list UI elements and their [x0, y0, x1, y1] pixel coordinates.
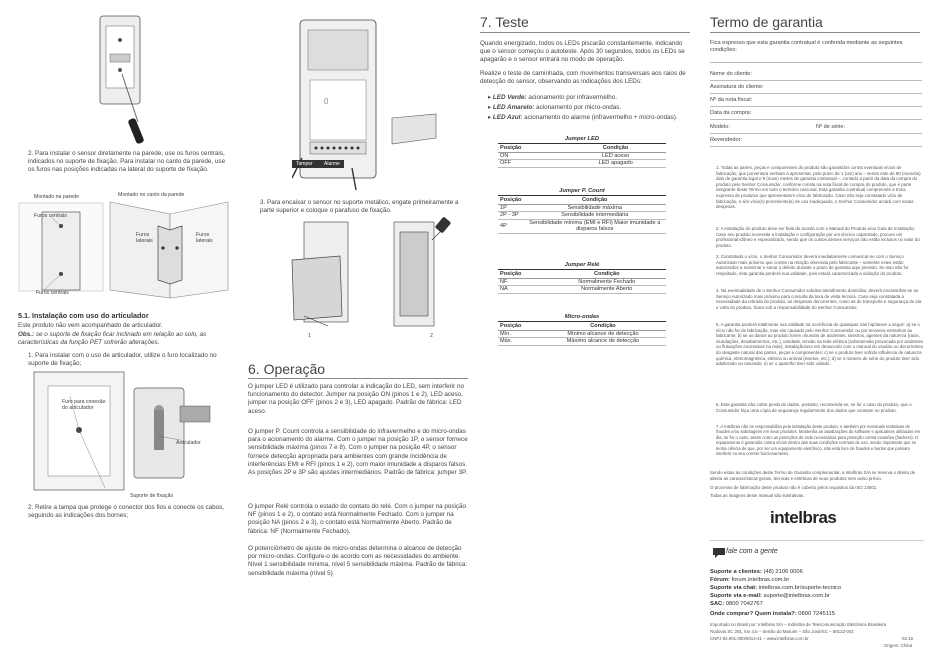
field-invoice-number: Nº da nota fiscal:: [710, 97, 753, 103]
led-blue-label: LED Azul:: [492, 114, 523, 121]
table-cell: OFF: [498, 160, 565, 168]
table-cell: Normalmente Aberto: [548, 286, 667, 294]
table-cell: LED apagado: [565, 160, 666, 168]
operation-title: 6. Operação: [248, 361, 326, 377]
support-label: Suporte via e-mail:: [710, 593, 762, 599]
field-line: [710, 106, 922, 107]
step-2-text: 2. Para instalar o sensor diretamente na parede, use os furos centrais, indicados no suporte de fixação. Para instalar no canto da parede, use os furos nas posições indicadas na lateral do suporte de fixação.: [28, 150, 226, 174]
warranty-term-3: 3. Constatado o vício, o Senhor Consumidor deverá imediatamente comunicar-se com o Serviço Autorizado mais próximo que conste na relação oferecida pelo fabricante – somente estes estão autorizados a examinar e sanar o defeito durante o prazo de garantia aqui previsto. Se isso não for respeitado, esta garantia perderá sua validade, pois estará caracterizada a violação do produto.: [716, 254, 909, 276]
table-caption: Jumper LED: [498, 136, 666, 144]
step-2b-text: 2. Retire a tampa que protege o conector dos fios e conecte os cabos, seguindo as indicações dos bornes;: [28, 504, 225, 520]
intelbras-logo: intelbras: [770, 508, 837, 527]
table-caption: Jumper P. Count: [498, 188, 666, 196]
field-serial-number: Nº de série:: [816, 124, 846, 130]
column-3: [478, 0, 698, 662]
table-cell: 1P: [498, 204, 523, 212]
led-bullet-green: ▸ LED Verde: acionamento por infravermelho.: [488, 94, 617, 101]
field-model: Modelo:: [710, 124, 730, 130]
table-cell: Mínimo alcance de detecção: [540, 330, 666, 338]
warranty-closing-1: Sendo estas as condições deste Termo de Garantia complementar, a Intelbras S/A se reserva o direito de alterar as características gerais, técnicas e estéticas de seus produtos sem aviso prévio.: [710, 470, 916, 481]
table-row: [498, 160, 666, 168]
table-row: [498, 278, 666, 286]
warranty-closing-2: O processo de fabricação deste produto não é coberto pelos requisitos da ISO 14001.: [710, 485, 878, 490]
obs-text: se o suporte de fixação ficar inclinado em relação ao solo, as características da função PET sofrerão alterações.: [18, 331, 207, 347]
field-seller: Revendedor:: [710, 137, 743, 143]
label-articulator: Articulador: [176, 440, 201, 446]
table-cell: Sensibilidade intermediária: [523, 212, 666, 220]
intro-line: [710, 62, 922, 63]
column-4: [706, 0, 932, 662]
table-cell: 4P: [498, 219, 523, 233]
table-cell: NF: [498, 278, 548, 286]
table-cell: Mín.: [498, 330, 540, 338]
column-1: [0, 0, 236, 662]
operation-paragraph-1: O jumper LED é utilizado para controlar a indicação do LED, sem interferir no funcionamento do detector. Jumper na posição ON (pinos 1 e 2), LED aceso, jumper na posição OFF (pinos 2 e 3), LED apagado. Padrão de fábrica: LED aceso.: [248, 383, 464, 415]
support-label: SAC:: [710, 601, 725, 607]
field-line: [710, 133, 922, 134]
support-label: Onde comprar? Quem instala?:: [710, 611, 797, 617]
logo-rule: [710, 540, 924, 541]
label-support: Suporte de fixação: [130, 493, 174, 499]
support-value[interactable]: intelbras.com.br/suporte-tecnico: [758, 585, 842, 591]
operation-paragraph-4: O potenciômetro de ajuste de micro-ondas determina o alcance de detecção por micro-ondas. Configure-o de acordo com as necessidades do ambiente. Nível 1 sensibilidade mínima, nível 5 sensibilidade máxima. Padrão de fábrica: sensibilidade máxima (nível 5).: [248, 545, 468, 577]
led-bullet-yellow: ▸ LED Amarelo: acionamento por micro-ondas.: [488, 104, 622, 111]
table-header-position: Posição: [498, 144, 565, 152]
obs-label: Obs.:: [18, 331, 35, 338]
table-cell: Máximo alcance de detecção: [540, 338, 666, 346]
table-jumper-relay: [498, 262, 666, 294]
label-articulator-hole: Furo para conexão do articulador: [62, 399, 106, 411]
warranty-term-4: 4. Na eventualidade de o Senhor Consumidor solicitar atendimento domiciliar, deverá encaminhar-se ao Serviço Autorizado mais próximo para consulta da taxa de visita técnica. Caso seja constatada a necessidade da retirada do produto, as despesas decorrentes, como as de transporte e segurança de ida e volta do produto, ficam sob a responsabilidade do Senhor Consumidor.: [716, 288, 922, 310]
importer-line-1: Importado no Brasil por: Intelbras S/A – Indústria de Telecomunicação Eletrônica Brasileira: [710, 622, 887, 627]
warranty-term-1: 1. Todas as partes, peças e componentes do produto são garantidos contra eventuais vícios de fabricação, que porventura venham a apresentar, pelo prazo de 1 (um) ano – sendo este de 90 (noventa) dias de garantia legal e 9 (nove) meses de garantia contratual –, contado a partir da data da compra do produto pelo Senhor Consumidor, conforme consta na nota fiscal de compra do produto, que é parte integrante deste Termo em todo o território nacional. Esta garantia contratual compreende a troca expressa de produtos que apresentarem vício de fabricação. Caso não seja constatado vício de fabricação, e sim vício(s) proveniente(s) de uso inadequado, o Senhor Consumidor arcará com essas despesas.: [716, 165, 921, 210]
table-row: [498, 204, 666, 212]
bracket-screwdriver-figure: [92, 14, 162, 154]
table-caption: Jumper Relé: [498, 262, 666, 270]
operation-paragraph-3: O jumper Relé controla o estado do contato do relé. Com o jumper na posição NF (pinos 1 e 2), o contato está Normalmente Fechado. Com o jumper na posição NA (pinos 2 e 3), o contato está Normalmente Aberto. Padrão de fábrica: NF (Normalmente Fechado).: [248, 503, 467, 535]
warranty-title: Termo de garantia: [710, 14, 823, 30]
field-client-signature: Assinatura do cliente:: [710, 84, 764, 90]
support-label: Suporte via chat:: [710, 585, 758, 591]
table-header-position: Posição: [500, 196, 522, 203]
table-header-condition: Condição: [540, 322, 666, 330]
operation-paragraph-2: O jumper P. Count controla a sensibilidade do infravermelho e do micro-ondas para o acionamento do alarme. Com o jumper na posição 1P, o sensor fornece sensibilidade máxima (pinos 7 e 8). Com o jumper na posição 4P, o sensor fornece detecção apropriada para ambientes com grande incidência de interferências EMI e RFI (pinos 1 e 2), com maior imunidade a disparos falsos. As posições 2P e 3P são ajustes intermediários. Padrão de fábrica: jumper 3P.: [248, 428, 468, 477]
test-title-rule: [480, 32, 690, 33]
test-paragraph-2: Realize o teste de caminhada, com movimentos transversais aos raios de detecção do sensor, observando as indicações dos LEDs:: [480, 70, 686, 86]
support-label: Fórum:: [710, 577, 730, 583]
fig-wall-title: Montado na parede: [34, 194, 79, 200]
led-yellow-label: LED Amarelo:: [492, 104, 535, 111]
support-value: 0800 7245115: [798, 611, 835, 617]
warranty-intro: Fica expresso que esta garantia contratual é conferida mediante as seguintes condições:: [710, 40, 903, 53]
table-cell: ON: [498, 152, 565, 160]
table-row: [498, 330, 666, 338]
support-value[interactable]: forum.intelbras.com.br: [731, 577, 790, 583]
figure-number-1: 1: [308, 333, 311, 339]
chat-bubble-icon: [712, 547, 726, 559]
table-header-condition: Condição: [565, 144, 666, 152]
table-cell: Máx.: [498, 338, 540, 346]
field-purchase-date: Data da compra:: [710, 110, 752, 116]
label-lateral-holes-left: Furos laterais: [136, 232, 153, 244]
warranty-term-6: 6. Esta garantia não cobre perda de dados, portanto, recomenda-se, se for o caso do produto, que o Consumidor faça uma cópia de segurança regularmente dos dados que constam no produto.: [716, 402, 912, 413]
table-row: [498, 152, 666, 160]
support-value[interactable]: suporte@intelbras.com.br: [763, 593, 830, 599]
table-cell: NA: [498, 286, 548, 294]
table-jumper-pcount: [498, 188, 666, 234]
led-green-label: LED Verde:: [492, 94, 527, 101]
led-blue-text: acionamento do alarme (infravermelho + micro-ondas).: [524, 114, 678, 121]
table-header-condition: Condição: [548, 270, 667, 278]
slogan: fale com a gente: [726, 548, 778, 555]
importer-line-2: Rodovia SC 281, km 4,5 – Sertão do Maruim – São José/SC – 88122-001: [710, 629, 854, 634]
table-cell: LED aceso: [565, 152, 666, 160]
sensor-digit: 0: [324, 97, 329, 106]
field-line: [710, 146, 922, 147]
support-sac: [710, 601, 763, 608]
column-2: [240, 0, 476, 662]
table-row: [498, 212, 666, 220]
table-cell: Sensibilidade máxima: [523, 204, 666, 212]
test-paragraph-1: Quando energizado, todos os LEDs piscarão constantemente, indicando que o sensor começou o autoteste. Após 30 segundos, todos os LEDs se apagarão e o sensor entrará no modo de operação.: [480, 40, 685, 64]
section-5-1-title: 5.1. Instalação com uso do articulador: [18, 311, 149, 320]
table-cell: Normalmente Fechado: [548, 278, 667, 286]
step-3-text: 3. Para encaixar o sensor no suporte metálico, engate primeiramente a parte superior e coloque o parafuso de fixação.: [260, 199, 459, 215]
field-client-name: Nome do cliente:: [710, 71, 752, 77]
articulator-figure: [30, 368, 222, 498]
corner-mount-figure: [108, 200, 230, 300]
label-central-holes-bottom: Furos centrais: [36, 290, 69, 296]
led-yellow-text: acionamento por micro-ondas.: [536, 104, 622, 111]
sensor-mount-figure: [284, 216, 454, 346]
table-cell: 2P - 3P: [498, 212, 523, 220]
document-code: 02.18: [902, 636, 913, 641]
field-line: [710, 93, 922, 94]
table-microwave: [498, 314, 666, 346]
table-caption: Micro-ondas: [498, 314, 666, 322]
sensor-open-figure: [292, 18, 442, 194]
operation-title-rule: [248, 378, 468, 379]
table-header-position: Posição: [498, 270, 548, 278]
warranty-title-rule: [710, 32, 920, 33]
table-row: [498, 338, 666, 346]
obs-note: [18, 331, 228, 347]
alarm-label: Alarme: [324, 161, 340, 167]
support-clients: [710, 569, 803, 576]
support-chat: [710, 585, 841, 592]
led-green-text: acionamento por infravermelho.: [528, 94, 617, 101]
table-cell: Sensibilidade mínima (EMI e RFI) Maior imunidade a disparos falsos: [523, 219, 666, 233]
table-row: [498, 219, 666, 233]
warranty-closing-3: Todas as imagens deste manual são ilustrativas.: [710, 493, 805, 498]
table-header-position: Posição: [498, 322, 540, 330]
importer-line-3: CNPJ 82.901.000/0014-41 – www.intelbras.com.br: [710, 636, 809, 641]
step-1-text: 1. Para instalar com o uso de articulador, utilize o furo localizado no suporte de fixação;: [28, 352, 217, 368]
warranty-term-7: 7. A Intelbras não se responsabiliza pela instalação deste produto, e também por eventuais tentativas de fraudes e/ou sabotagens em seus produtos. Mantenha as atualizações do software e aplicativos utilizados em dia, se for o caso, assim como as proteções de rede necessárias para proteção contra invasões (hackers). O equipamento é garantido contra vícios dentro das suas condições normais de uso, sendo importante que se tenha ciência de que, por ser um equipamento eletrônico, não está livre de fraudes e burlas que possam interferir no seu correto funcionamento.: [716, 424, 921, 457]
support-email: [710, 593, 830, 600]
table-header-condition: Condição: [523, 196, 666, 204]
origin-text: Origem: China: [884, 643, 913, 648]
led-bullet-blue: ▸ LED Azul: acionamento do alarme (infravermelho + micro-ondas).: [488, 114, 678, 121]
support-forum: [710, 577, 789, 584]
support-value: 0800 7042767: [725, 601, 763, 607]
tamper-label: Tamper: [296, 161, 313, 167]
field-line: [710, 119, 922, 120]
figure-number-2: 2: [430, 333, 433, 339]
warranty-term-2: 2. A instalação do produto deve ser feita de acordo com o Manual do Produto e/ou Guia de Instalação. Caso seu produto necessite a instalação e configuração por um técnico capacitado, procure um profissional idôneo e especializado, sendo que os custos desses serviços não estão inclusos no valor do produto.: [716, 226, 920, 248]
table-jumper-led: [498, 136, 666, 168]
fig-corner-title: Montado no canto da parede: [118, 192, 185, 198]
warranty-term-5: 5. A garantia perderá totalmente sua validade na ocorrência de quaisquer das hipóteses a seguir: a) se o vício não for de fabricação, mas sim causado pelo Senhor Consumidor ou por terceiros estranhos ao fabricante; b) se os danos ao produto forem oriundos de acidentes, sinistros, agentes da natureza (raios, inundações, desabamentos, etc.), umidade, tensão na rede elétrica (sobretensão provocada por acidentes ou flutuações excessivas na rede), instalação/uso em desacordo com o manual do usuário ou decorrentes do desgaste natural das partes, peças e componentes; c) se o produto tiver sofrido influência de natureza química, eletromagnética, elétrica ou animal (insetos, etc.); d) se o número de série do produto tiver sido adulterado ou rasurado; e) se o aparelho tiver sido violado.: [716, 322, 924, 367]
support-label: Suporte a clientes:: [710, 569, 762, 575]
no-articulator-text: Este produto não vem acompanhado de articulador.: [18, 322, 163, 329]
label-lateral-holes-right: Furos laterais: [196, 232, 213, 244]
test-title: 7. Teste: [480, 14, 529, 30]
table-row: [498, 286, 666, 294]
label-central-holes: Furos centrais: [34, 213, 67, 219]
field-line: [710, 80, 922, 81]
support-value: (48) 2106 0006: [763, 569, 803, 575]
support-where-to-buy: [710, 611, 835, 618]
